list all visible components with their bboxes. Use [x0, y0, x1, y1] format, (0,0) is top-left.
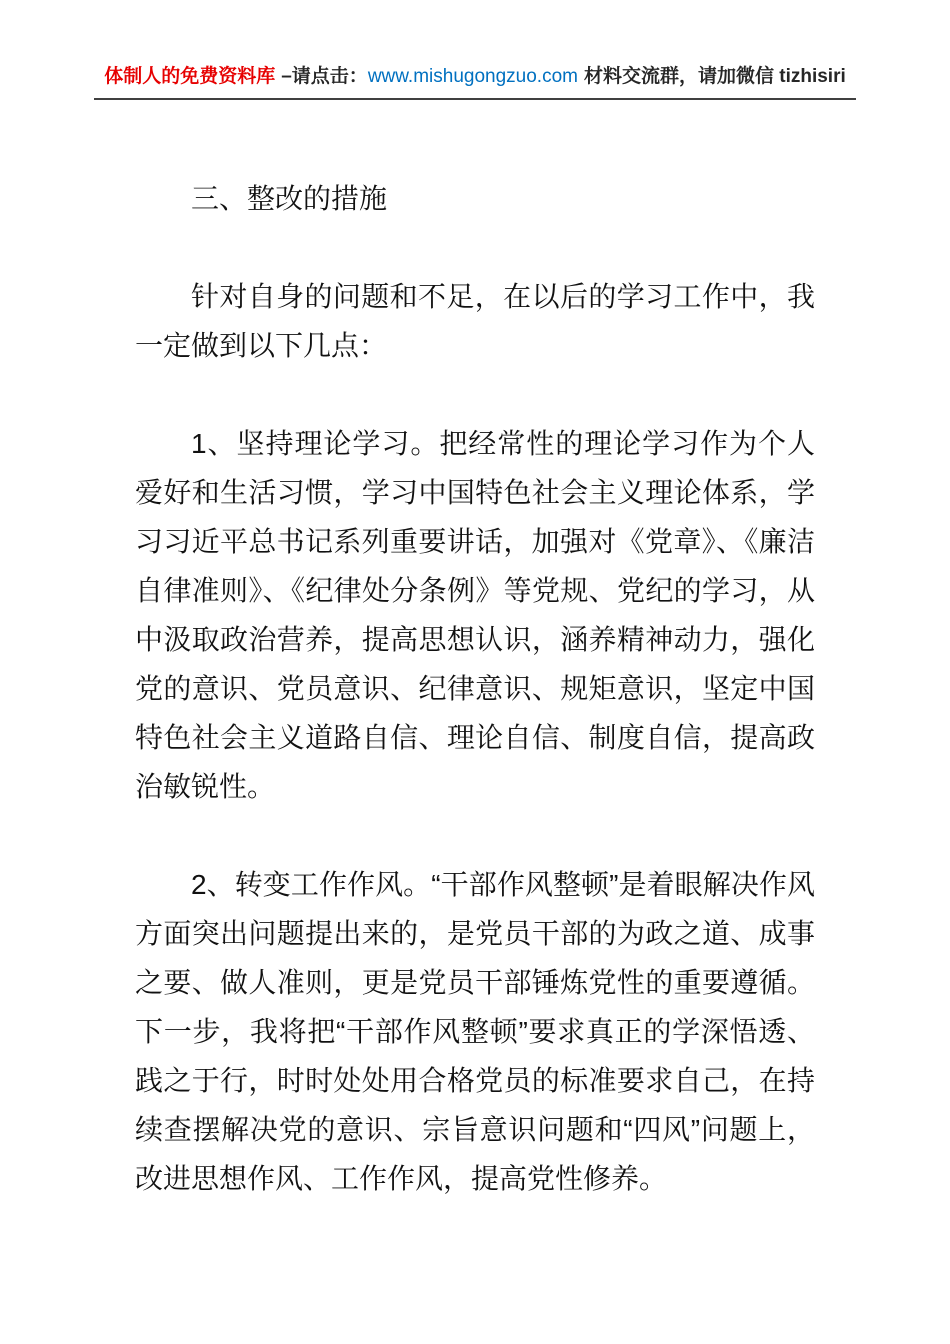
website-link[interactable]: www.mishugongzuo.com: [367, 66, 578, 87]
click-prompt-text: –请点击：: [281, 66, 368, 87]
promo-header: [94, 62, 856, 100]
document-body: [135, 100, 815, 1203]
paragraph-item-1: 1、坚持理论学习。把经常性的理论学习作为个人爱好和生活习惯，学习中国特色社会主义理论体系，学习习近平总书记系列重要讲话，加强对《党章》、《廉洁自律准则》、《纪律处分条例》等党规、党纪的学习，从中汲取政治营养，提高思想认识，涵养精神动力，强化党的意识、党员意识、纪律意识、规矩意识，坚定中国特色社会主义道路自信、理论自信、制度自信，提高政治敏锐性。: [135, 428, 815, 803]
brand-text: 体制人的免费资料库: [104, 66, 276, 87]
wechat-contact-text: 材料交流群，请加微信 tizhisiri: [583, 66, 846, 87]
paragraph-intro: 针对自身的问题和不足，在以后的学习工作中，我一定做到以下几点：: [135, 281, 815, 362]
paragraph-item-2: 2、转变工作作风。“干部作风整顿”是着眼解决作风方面突出问题提出来的，是党员干部的为政之道、成事之要、做人准则，更是党员干部锤炼党性的重要遵循。下一步，我将把“干部作风整顿”要求真正的学深悟透、践之于行，时时处处用合格党员的标准要求自己，在持续查摆解决党的意识、宗旨意识问题和“四风”问题上，改进思想作风、工作作风，提高党性修养。: [135, 869, 815, 1195]
section-heading: 三、整改的措施: [191, 183, 388, 215]
